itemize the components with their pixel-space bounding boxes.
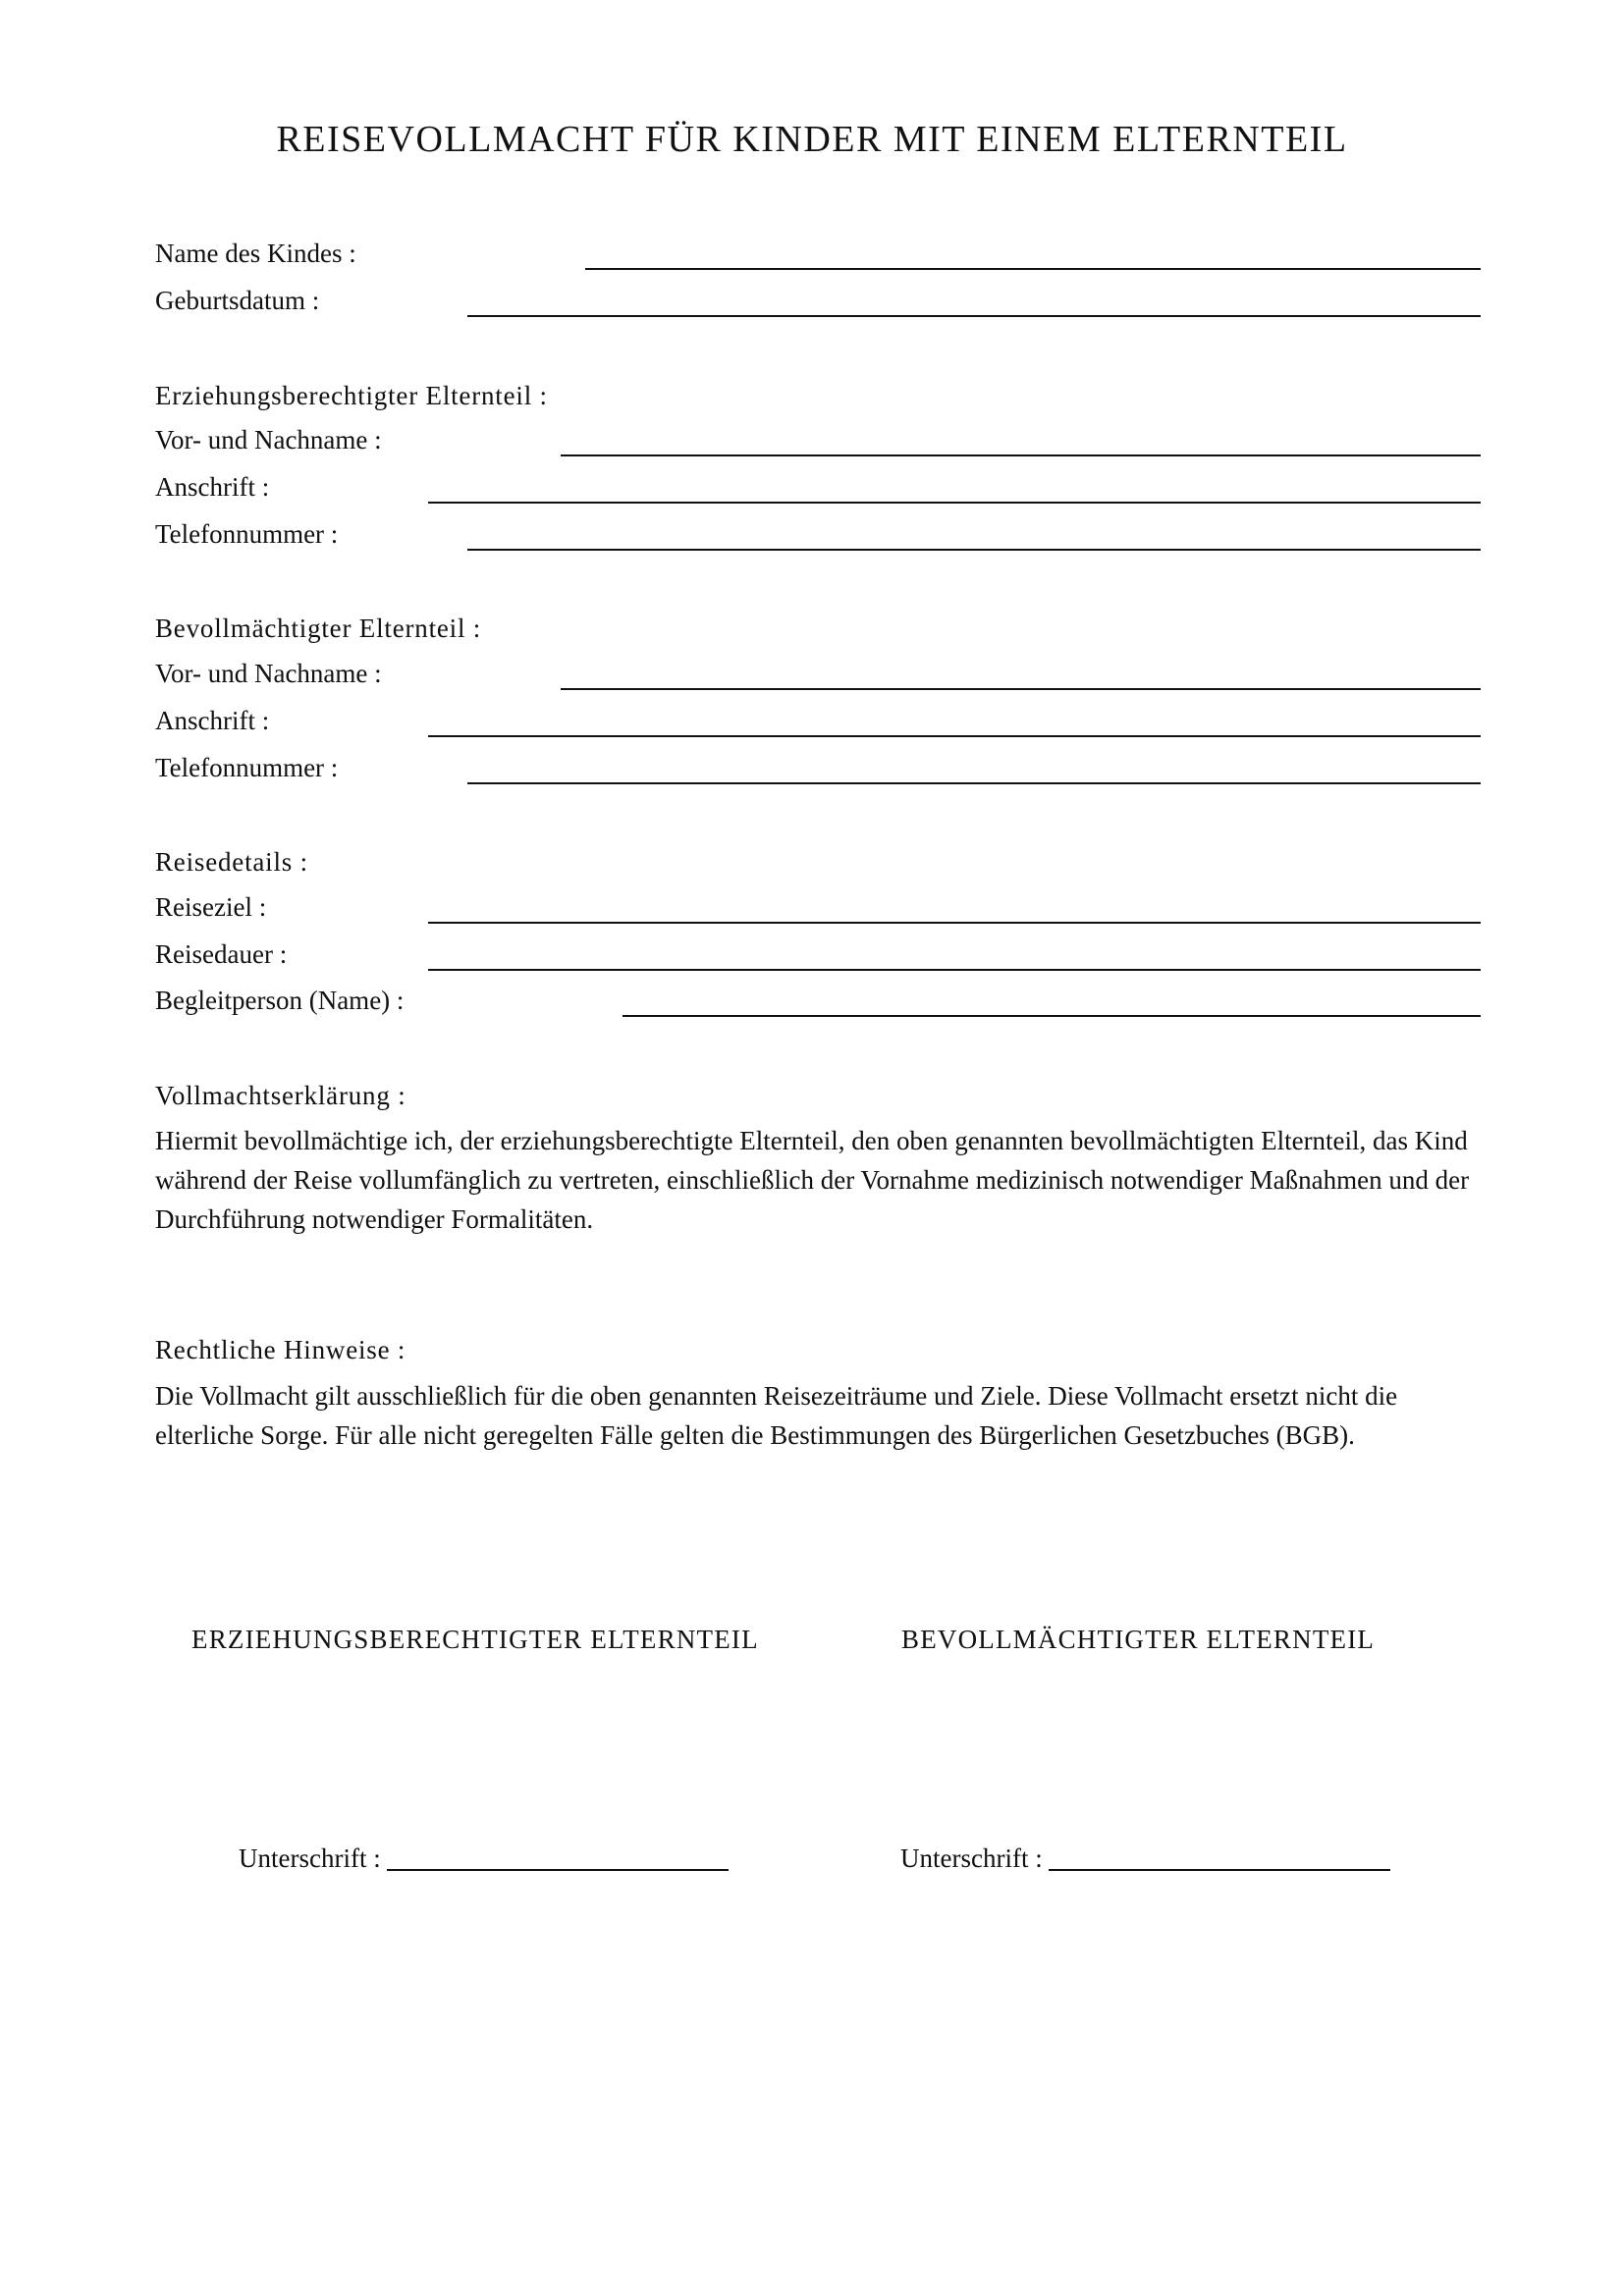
travel-destination-input-line[interactable] (428, 922, 1481, 924)
custodial-parent-signature-heading: ERZIEHUNGSBERECHTIGTER ELTERNTEIL (191, 1625, 759, 1654)
child-birthdate-field (155, 283, 1481, 322)
declaration-text: Hiermit bevollmächtige ich, der erziehungsberechtigte Elternteil, den oben genannten bevollmächtigten Elternteil, das Kind während der Reise vollumfänglich zu vertreten, einschließlich der Vornahme medizinisch notwendiger Maßnahmen und der Durchführung notwendiger Formalitäten. (155, 1126, 1470, 1234)
travel-companion-field (155, 983, 1481, 1022)
authorized-parent-phone-input-line[interactable] (467, 782, 1481, 784)
authorized-parent-address-input-line[interactable] (428, 735, 1481, 737)
custodial-parent-signature-label: Unterschrift : (239, 1843, 381, 1873)
travel-companion-label: Begleitperson (Name) : (155, 986, 405, 1015)
custodial-parent-phone-field (155, 516, 1481, 556)
child-name-label: Name des Kindes : (155, 239, 356, 268)
travel-duration-field (155, 936, 1481, 976)
authorized-parent-phone-field (155, 750, 1481, 789)
custodial-parent-phone-input-line[interactable] (467, 549, 1481, 551)
child-name-field (155, 236, 1481, 275)
travel-duration-label: Reisedauer : (155, 939, 288, 969)
authorized-parent-signature-heading: BEVOLLMÄCHTIGTER ELTERNTEIL (901, 1625, 1376, 1654)
custodial-parent-address-input-line[interactable] (428, 502, 1481, 504)
authorized-parent-heading: Bevollmächtigter Elternteil : (155, 614, 482, 643)
authorized-parent-signature-label: Unterschrift : (900, 1843, 1043, 1873)
child-name-input-line[interactable] (585, 268, 1481, 270)
child-birthdate-label: Geburtsdatum : (155, 286, 320, 315)
travel-duration-input-line[interactable] (428, 969, 1481, 971)
custodial-parent-address-label: Anschrift : (155, 472, 270, 502)
authorized-parent-signature-line[interactable] (1049, 1869, 1390, 1871)
authorized-parent-address-field (155, 703, 1481, 742)
travel-destination-label: Reiseziel : (155, 892, 267, 922)
child-birthdate-input-line[interactable] (467, 315, 1481, 317)
custodial-parent-address-field (155, 469, 1481, 508)
authorized-parent-name-field (155, 656, 1481, 695)
custodial-parent-name-input-line[interactable] (561, 454, 1481, 456)
travel-destination-field (155, 889, 1481, 929)
authorized-parent-name-input-line[interactable] (561, 688, 1481, 690)
authorized-parent-phone-label: Telefonnummer : (155, 753, 339, 782)
authorized-parent-signature-field (900, 1843, 1390, 1874)
legal-notes-heading: Rechtliche Hinweise : (155, 1335, 406, 1364)
custodial-parent-phone-label: Telefonnummer : (155, 519, 339, 549)
travel-companion-input-line[interactable] (623, 1015, 1481, 1017)
custodial-parent-name-field (155, 422, 1481, 461)
declaration-heading: Vollmachtserklärung : (155, 1081, 406, 1110)
custodial-parent-signature-field (239, 1843, 729, 1874)
custodial-parent-heading: Erziehungsberechtigter Elternteil : (155, 381, 548, 410)
authorized-parent-name-label: Vor- und Nachname : (155, 659, 382, 688)
travel-details-heading: Reisedetails : (155, 847, 308, 877)
authorized-parent-address-label: Anschrift : (155, 706, 270, 735)
document-title: REISEVOLLMACHT FÜR KINDER MIT EINEM ELTERNTEIL (276, 119, 1348, 160)
custodial-parent-signature-line[interactable] (387, 1869, 729, 1871)
legal-notes-text: Die Vollmacht gilt ausschließlich für die oben genannten Reisezeiträume und Ziele. Diese Vollmacht ersetzt nicht die elterliche Sorge. Für alle nicht geregelten Fälle gelten die Bestimmungen des Bürgerlichen Gesetzbuches (BGB). (155, 1381, 1398, 1450)
custodial-parent-name-label: Vor- und Nachname : (155, 425, 382, 454)
